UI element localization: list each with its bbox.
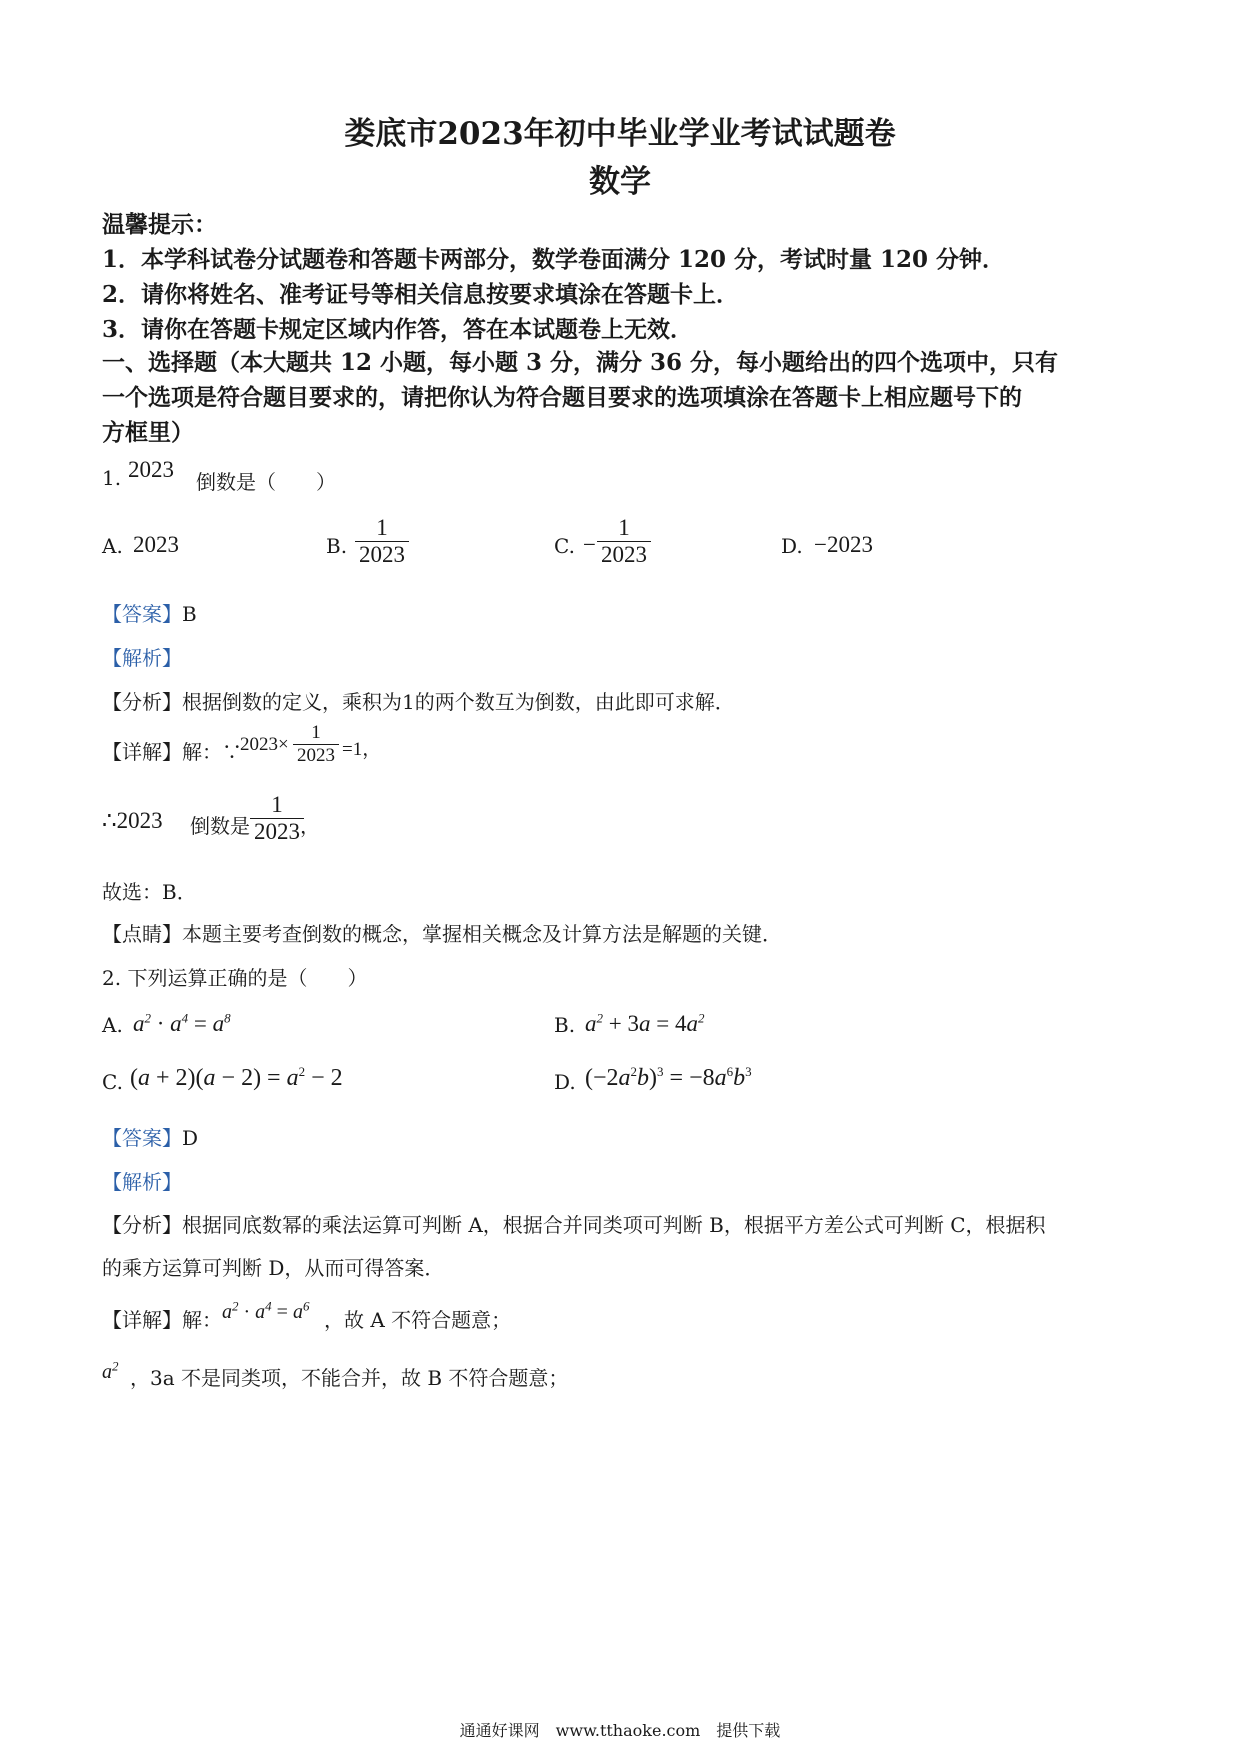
- fraction-denominator: 2023: [597, 541, 651, 568]
- question-number: 1.: [102, 466, 122, 490]
- therefore-text: 倒数是: [190, 814, 250, 838]
- detail-prefix: 【详解】解：: [102, 1308, 222, 1332]
- option-label: B.: [326, 534, 348, 558]
- analysis-text: 【分析】根据倒数的定义，乘积为1的两个数互为倒数，由此即可求解．: [102, 690, 735, 714]
- analysis-text: 【分析】根据同底数幂的乘法运算可判断 A，根据合并同类项可判断 B，根据平方差公式可判断 C，根据积: [102, 1213, 1046, 1237]
- therefore-fraction: [250, 792, 304, 845]
- punctuation: ，: [300, 814, 320, 838]
- choose-line: 故选：B．: [102, 880, 197, 904]
- note-item: 3．请你在答题卡规定区域内作答，答在本试题卷上无效．: [102, 316, 694, 343]
- fraction-numerator: 1: [376, 515, 388, 540]
- detail-line: ，3a 不是同类项，不能合并，故 B 不符合题意；: [130, 1366, 569, 1390]
- fraction-numerator: 1: [271, 792, 283, 817]
- answer-value: D: [182, 1126, 199, 1150]
- section-heading: 一个选项是符合题目要求的，请把你认为符合题目要求的选项填涂在答题卡上相应题号下的: [102, 384, 1022, 411]
- option-d: $(-2a^2b)^3 = -8a^6b^3$: [585, 1064, 752, 1091]
- answer-line: [102, 1122, 198, 1151]
- option-a: $a^2 \cdot a^4 = a^8$: [133, 1010, 231, 1036]
- option-label: A.: [102, 1013, 123, 1037]
- analysis-text: 的乘方运算可判断 D，从而可得答案．: [102, 1256, 445, 1280]
- page-footer: 通通好课网 www.tthaoke.com 提供下载: [459, 1721, 781, 1740]
- option-label: B.: [554, 1013, 576, 1037]
- option-label: A.: [102, 534, 123, 558]
- detail-suffix: ，故 A 不符合题意；: [324, 1308, 512, 1332]
- fraction-denominator: 2023: [293, 744, 339, 767]
- therefore-line: ∴2023: [102, 808, 163, 833]
- analysis-tag: 【解析】: [102, 1170, 182, 1194]
- answer-tag: 【答案】: [102, 1126, 182, 1150]
- answer-value: B: [182, 602, 197, 626]
- option-label: D.: [781, 534, 803, 558]
- fraction-numerator: 1: [311, 722, 321, 743]
- option-label: D.: [554, 1070, 576, 1094]
- question-value: 2023: [128, 457, 174, 482]
- detail-right: =1，: [342, 739, 382, 760]
- notes-heading: 温馨提示：: [102, 211, 217, 238]
- option-b: [355, 515, 409, 568]
- option-d: −2023: [814, 532, 873, 557]
- question-stem: 2. 下列运算正确的是（ ）: [102, 966, 368, 990]
- option-a: 2023: [133, 532, 179, 557]
- section-heading: 一、选择题（本大题共 12 小题，每小题 3 分，满分 36 分，每小题给出的四个选项中，只有: [102, 349, 1059, 376]
- fraction-denominator: 2023: [355, 541, 409, 568]
- detail-expression: $a^2$: [102, 1358, 119, 1383]
- detail-left: 2023×: [240, 734, 289, 755]
- fraction-denominator: 2023: [250, 818, 304, 845]
- option-label: C.: [102, 1070, 123, 1094]
- detail-prefix: 【详解】解：∵: [102, 740, 242, 764]
- detail-fraction: [293, 722, 339, 767]
- dianjing-line: 【点睛】本题主要考查倒数的概念，掌握相关概念及计算方法是解题的关键．: [102, 922, 782, 946]
- option-c: $(a + 2)(a - 2) = a^2 - 2$: [130, 1064, 343, 1091]
- subject-title: 数学: [589, 164, 651, 200]
- analysis-tag: 【解析】: [102, 646, 182, 670]
- fraction-numerator: 1: [618, 515, 630, 540]
- section-heading: 方框里）: [102, 419, 194, 446]
- detail-expression: $a^2 \cdot a^4 = a^6$: [222, 1298, 310, 1323]
- option-b: $a^2 + 3a = 4a^2$: [585, 1010, 705, 1036]
- option-label: C.: [554, 534, 575, 558]
- option-c: [597, 515, 651, 568]
- answer-line: [102, 598, 197, 627]
- exam-title: 娄底市2023年初中毕业学业考试试题卷: [344, 116, 896, 152]
- note-item: 1．本学科试卷分试题卷和答题卡两部分，数学卷面满分 120 分，考试时量 120 分钟．: [102, 246, 1006, 273]
- answer-tag: 【答案】: [102, 602, 182, 626]
- note-item: 2．请你将姓名、准考证号等相关信息按要求填涂在答题卡上．: [102, 281, 740, 308]
- minus-sign: −: [583, 532, 596, 557]
- question-stem: 倒数是（ ）: [196, 470, 336, 494]
